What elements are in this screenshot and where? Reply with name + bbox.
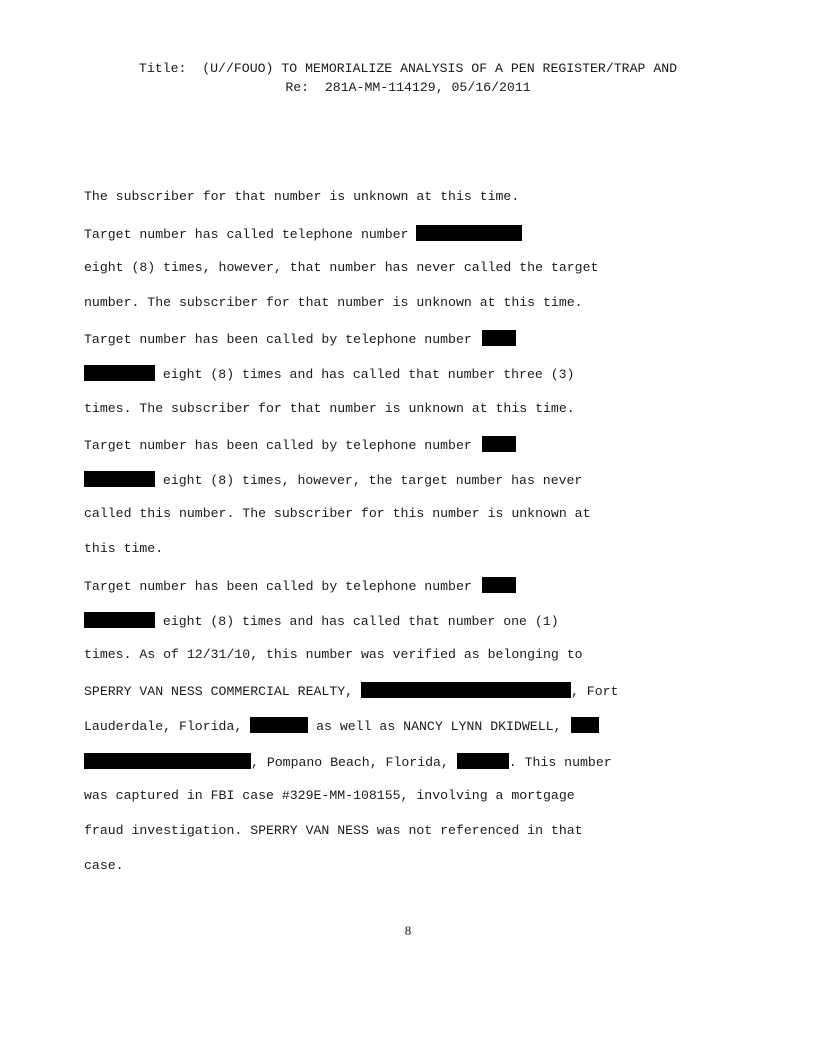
body-line: fraud investigation. SPERRY VAN NESS was not referenced in that: [84, 823, 583, 838]
redaction-block: [84, 612, 155, 628]
body-line: times. The subscriber for that number is unknown at this time.: [84, 401, 575, 416]
body-line: Lauderdale, Florida, as well as NANCY LYNN DKIDWELL,: [84, 717, 599, 735]
redaction-block: [84, 365, 155, 381]
page-number: 8: [404, 923, 412, 938]
body-line: was captured in FBI case #329E-MM-108155, involving a mortgage: [84, 788, 575, 803]
body-line: Target number has been called by telephone number: [84, 577, 516, 595]
body-line: case.: [84, 858, 124, 873]
body-line: eight (8) times and has called that number three (3): [84, 365, 574, 383]
body-line: number. The subscriber for that number is unknown at this time.: [84, 295, 583, 310]
body-line: eight (8) times and has called that number one (1): [84, 612, 559, 630]
redaction-block: [482, 330, 516, 346]
redaction-block: [482, 436, 516, 452]
body-line: Target number has been called by telephone number: [84, 330, 516, 348]
body-line: this time.: [84, 541, 164, 556]
redaction-block: [482, 577, 516, 593]
redaction-block: [361, 682, 571, 698]
redaction-block: [457, 753, 509, 769]
body-line: times. As of 12/31/10, this number was verified as belonging to: [84, 647, 583, 662]
body-line: called this number. The subscriber for this number is unknown at: [84, 506, 591, 521]
body-line: The subscriber for that number is unknown at this time.: [84, 189, 520, 204]
body-line: Target number has called telephone number: [84, 225, 522, 243]
body-line: SPERRY VAN NESS COMMERCIAL REALTY, , Fort: [84, 684, 619, 699]
body-line: eight (8) times, however, the target number has never: [84, 471, 582, 489]
body-line: eight (8) times, however, that number has never called the target: [84, 260, 599, 275]
body-line: , Pompano Beach, Florida, . This number: [84, 753, 612, 771]
redaction-block: [571, 717, 599, 733]
redaction-block: [416, 225, 522, 241]
redaction-block: [84, 471, 155, 487]
document-reference: Re: 281A-MM-114129, 05/16/2011: [285, 80, 531, 95]
body-line: Target number has been called by telephone number: [84, 436, 516, 454]
document-title: Title: (U//FOUO) TO MEMORIALIZE ANALYSIS OF A PEN REGISTER/TRAP AND: [138, 61, 678, 76]
redaction-block: [250, 717, 308, 733]
redaction-block: [84, 753, 251, 769]
